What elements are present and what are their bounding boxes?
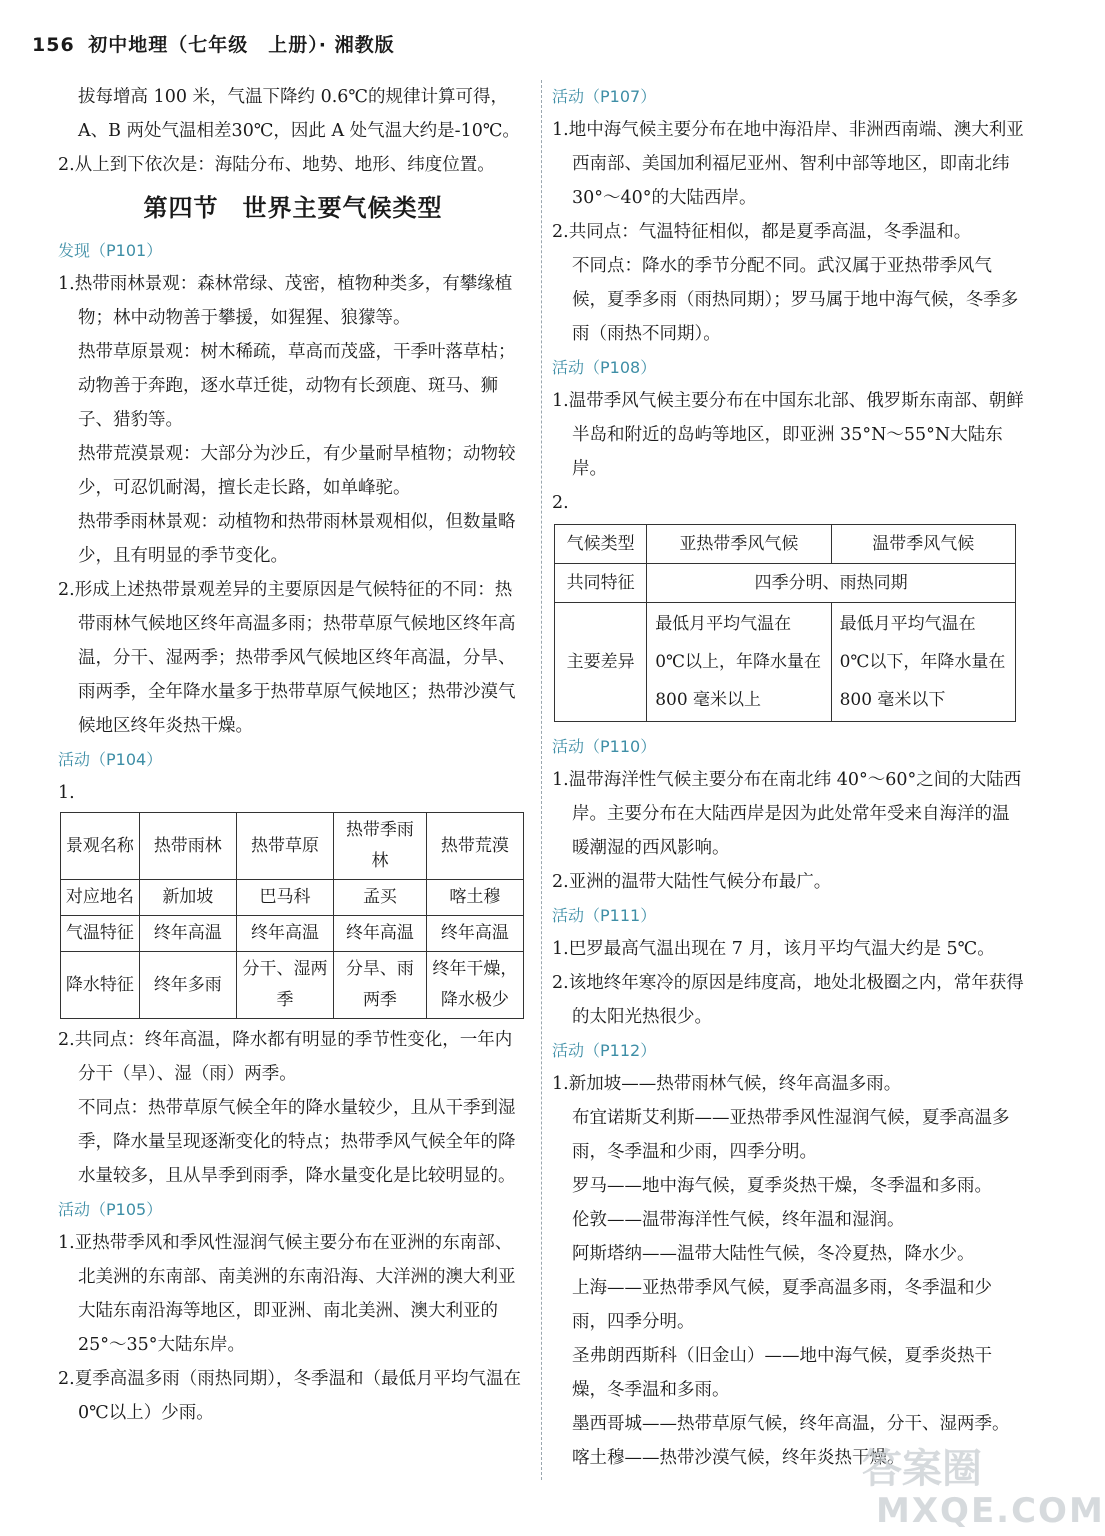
paragraph: 罗马——地中海气候，夏季炎热干燥，冬季温和多雨。 xyxy=(572,1176,992,1196)
table-cell: 降水特征 xyxy=(61,952,140,1019)
table-cell: 温带季风气候 xyxy=(831,525,1015,564)
section-label: 活动（P108） xyxy=(552,358,657,377)
book-title: 初中地理（七年级 上册）· 湘教版 xyxy=(88,34,395,56)
table-cell: 热带草原 xyxy=(236,813,333,880)
table-row xyxy=(555,564,1016,603)
paragraph: 阿斯塔纳——温带大陆性气候，冬冷夏热，降水少。 xyxy=(572,1244,975,1264)
section-label: 活动（P107） xyxy=(552,87,657,106)
table-cell: 终年高温 xyxy=(139,916,236,952)
table-cell: 终年高温 xyxy=(334,916,427,952)
left-column xyxy=(58,80,528,1430)
table-cell: 终年高温 xyxy=(426,916,523,952)
table-row xyxy=(61,952,524,1019)
section-label: 活动（P110） xyxy=(552,737,657,756)
page-number: 156 xyxy=(32,34,75,56)
section-label: 活动（P104） xyxy=(58,750,163,769)
paragraph: 布宜诺斯艾利斯——亚热带季风性湿润气候，夏季高温多雨，冬季温和少雨，四季分明。 xyxy=(572,1108,1010,1162)
table-cell: 热带季雨林 xyxy=(334,813,427,880)
table-cell: 热带雨林 xyxy=(139,813,236,880)
list-item: 2.亚洲的温带大陆性气候分布最广。 xyxy=(552,872,832,892)
paragraph: 上海——亚热带季风气候，夏季高温多雨，冬季温和少雨，四季分明。 xyxy=(572,1278,992,1332)
list-item: 1.新加坡——热带雨林气候，终年高温多雨。 xyxy=(552,1074,902,1094)
landscape-table xyxy=(60,812,524,1019)
column-divider xyxy=(541,80,542,1480)
page-header xyxy=(32,30,395,57)
list-item: 2.形成上述热带景观差异的主要原因是气候特征的不同：热带雨林气候地区终年高温多雨；热带草原气候地区终年高温，分干、湿两季；热带季风气候地区终年高温，分旱、雨两季，全年降水量多于热带草原气候地区；热带沙漠气候地区终年炎热干燥。 xyxy=(58,580,516,736)
table-cell: 四季分明、雨热同期 xyxy=(647,564,1016,603)
climate-table xyxy=(554,524,1016,722)
table-cell: 巴马科 xyxy=(236,880,333,916)
table-row xyxy=(555,603,1016,722)
paragraph: 热带草原景观：树木稀疏，草高而茂盛，干季叶落草枯；动物善于奔跑，逐水草迁徙，动物有长颈鹿、斑马、狮子、猎豹等。 xyxy=(78,342,516,430)
chapter-title xyxy=(58,182,528,234)
paragraph: 不同点：降水的季节分配不同。武汉属于亚热带季风气候，夏季多雨（雨热同期）；罗马属于地中海气候，冬季多雨（雨热不同期）。 xyxy=(572,256,1019,344)
table-cell: 终年干燥，降水极少 xyxy=(426,952,523,1019)
table-cell: 最低月平均气温在 0℃以上，年降水量在 800 毫米以上 xyxy=(647,603,831,722)
table-row xyxy=(61,916,524,952)
section-label: 活动（P105） xyxy=(58,1200,163,1219)
table-cell: 景观名称 xyxy=(61,813,140,880)
section-label: 活动（P111） xyxy=(552,906,657,925)
list-item: 1.热带雨林景观：森林常绿、茂密，植物种类多，有攀缘植物；林中动物善于攀援，如猩猩、狼獴等。 xyxy=(58,274,513,328)
table-cell: 气候类型 xyxy=(555,525,647,564)
table-cell: 分干、湿两季 xyxy=(236,952,333,1019)
table-cell: 终年高温 xyxy=(236,916,333,952)
table-cell: 共同特征 xyxy=(555,564,647,603)
list-item: 1.地中海气候主要分布在地中海沿岸、非洲西南端、澳大利亚西南部、美国加利福尼亚州、智利中部等地区，即南北纬 30°～40°的大陆西岸。 xyxy=(552,120,1024,208)
table-cell: 气温特征 xyxy=(61,916,140,952)
paragraph: 不同点：热带草原气候全年的降水量较少，且从干季到湿季，降水量呈现逐渐变化的特点；热带季风气候全年的降水量较多，且从旱季到雨季，降水量变化是比较明显的。 xyxy=(78,1098,516,1186)
table-cell: 对应地名 xyxy=(61,880,140,916)
paragraph: 热带荒漠景观：大部分为沙丘，有少量耐旱植物；动物较少，可忍饥耐渴，擅长走长路，如单峰驼。 xyxy=(78,444,516,498)
list-item: 1.温带季风气候主要分布在中国东北部、俄罗斯东南部、朝鲜半岛和附近的岛屿等地区，即亚洲 35°N～55°N大陆东岸。 xyxy=(552,391,1024,479)
table-row xyxy=(555,525,1016,564)
paragraph: 圣弗朗西斯科（旧金山）——地中海气候，夏季炎热干燥，冬季温和多雨。 xyxy=(572,1346,992,1400)
list-item: 2.该地终年寒冷的原因是纬度高，地处北极圈之内，常年获得的太阳光热很少。 xyxy=(552,973,1024,1027)
right-column xyxy=(552,80,1024,1475)
list-number: 1. xyxy=(58,783,75,803)
paragraph: 拔每增高 100 米，气温下降约 0.6℃的规律计算可得，A、B 两处气温相差30℃，因此 A 处气温大约是-10℃。 xyxy=(78,87,520,141)
list-item: 1.亚热带季风和季风性湿润气候主要分布在亚洲的东南部、北美洲的东南部、南美洲的东南沿海、大洋洲的澳大利亚大陆东南沿海等地区，即亚洲、南北美洲、澳大利亚的 25°～35°大陆东岸。 xyxy=(58,1233,516,1355)
table-cell: 亚热带季风气候 xyxy=(647,525,831,564)
list-item: 2.从上到下依次是：海陆分布、地势、地形、纬度位置。 xyxy=(58,155,495,175)
section-label: 活动（P112） xyxy=(552,1041,657,1060)
table-cell: 最低月平均气温在 0℃以下，年降水量在 800 毫米以下 xyxy=(831,603,1015,722)
table-row xyxy=(61,813,524,880)
paragraph: 喀土穆——热带沙漠气候，终年炎热干燥。 xyxy=(572,1448,905,1468)
paragraph: 墨西哥城——热带草原气候，终年高温，分干、湿两季。 xyxy=(572,1414,1010,1434)
list-item: 2.共同点：终年高温，降水都有明显的季节性变化，一年内分干（旱）、湿（雨）两季。 xyxy=(58,1030,513,1084)
section-label: 发现（P101） xyxy=(58,241,163,260)
list-item: 2.夏季高温多雨（雨热同期），冬季温和（最低月平均气温在 0℃以上）少雨。 xyxy=(58,1369,521,1423)
list-item: 1.巴罗最高气温出现在 7 月，该月平均气温大约是 5℃。 xyxy=(552,939,995,959)
table-row xyxy=(61,880,524,916)
table-cell: 孟买 xyxy=(334,880,427,916)
list-item: 2.共同点：气温特征相似，都是夏季高温，冬季温和。 xyxy=(552,222,972,242)
paragraph: 伦敦——温带海洋性气候，终年温和湿润。 xyxy=(572,1210,905,1230)
table-cell: 新加坡 xyxy=(139,880,236,916)
chapter-name: 世界主要气候类型 xyxy=(242,194,443,222)
table-cell: 热带荒漠 xyxy=(426,813,523,880)
list-number: 2. xyxy=(552,493,569,513)
table-cell: 主要差异 xyxy=(555,603,647,722)
table-cell: 喀土穆 xyxy=(426,880,523,916)
paragraph: 热带季雨林景观：动植物和热带雨林景观相似，但数量略少，且有明显的季节变化。 xyxy=(78,512,516,566)
watermark-logo-text: 答案圈 xyxy=(862,1446,982,1492)
table-cell: 终年多雨 xyxy=(139,952,236,1019)
table-cell: 分旱、雨两季 xyxy=(334,952,427,1019)
chapter-number: 第四节 xyxy=(143,194,219,222)
list-item: 1.温带海洋性气候主要分布在南北纬 40°～60°之间的大陆西岸。主要分布在大陆西岸是因为此处常年受来自海洋的温暖潮湿的西风影响。 xyxy=(552,770,1022,858)
watermark-url: MXQE.COM xyxy=(876,1491,1105,1531)
